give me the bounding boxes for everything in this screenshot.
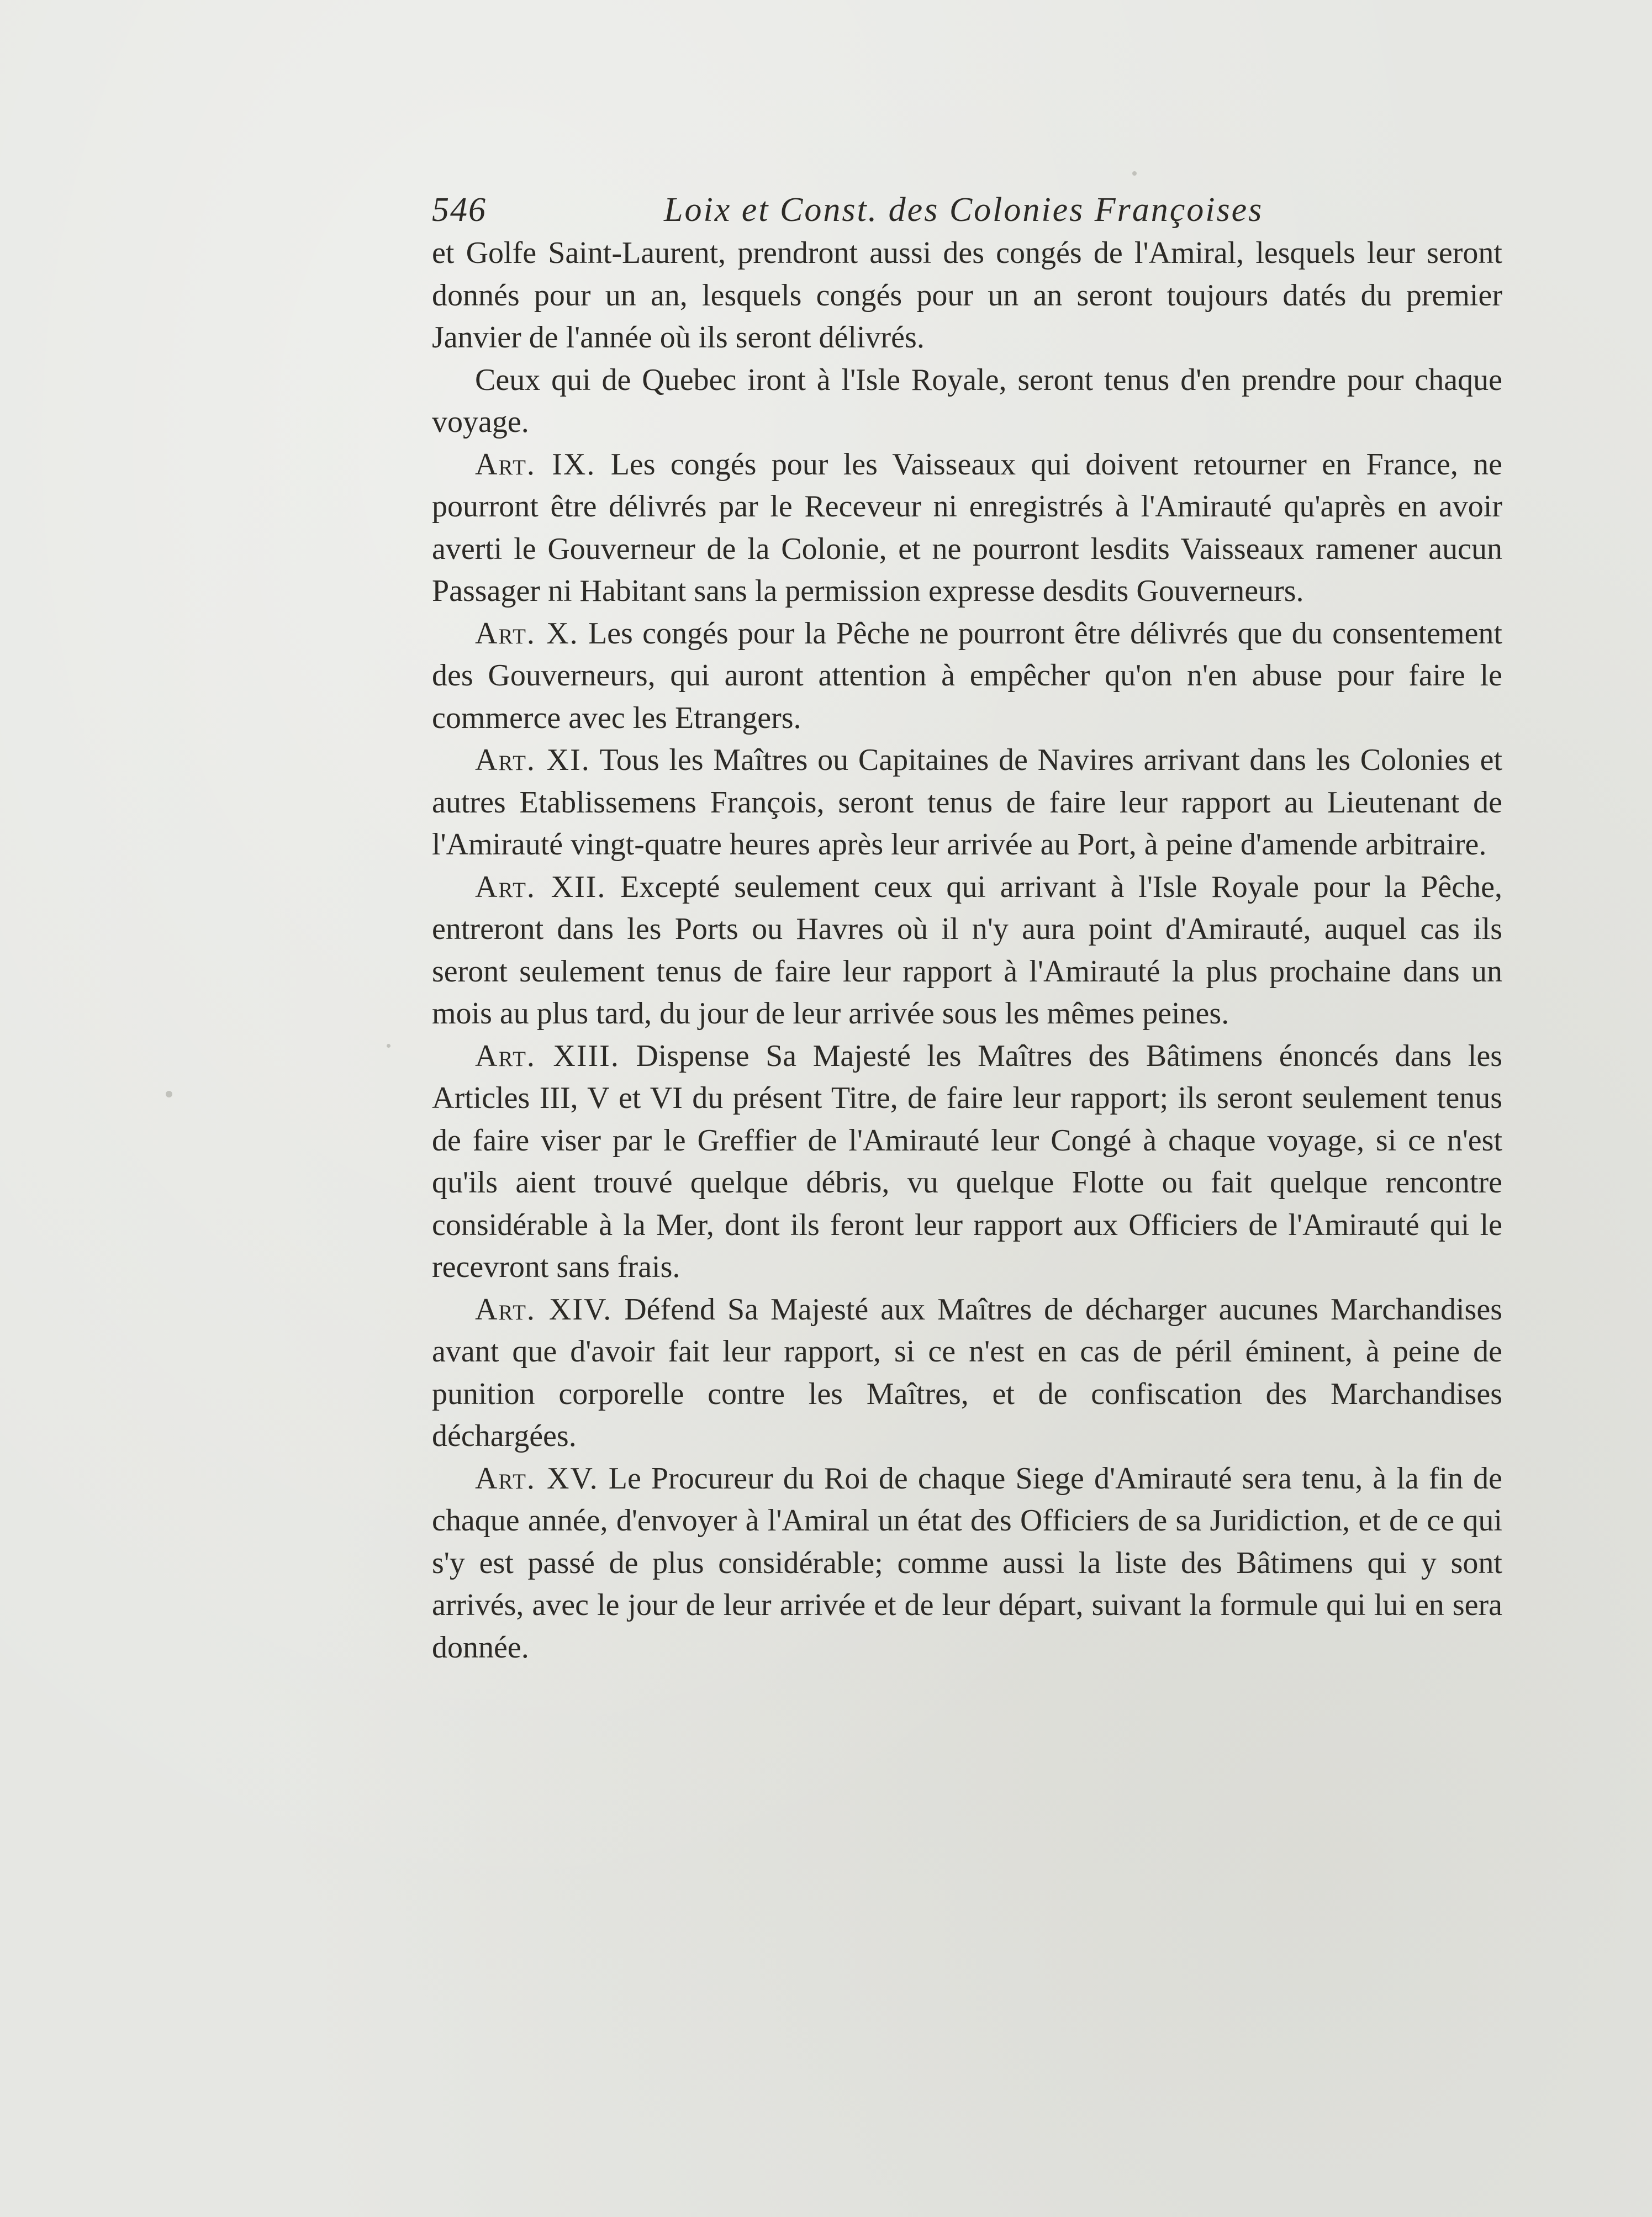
paragraph-text: Excepté seulement ceux qui arrivant à l'Isle Royale pour la Pêche, entreront dans les Ports ou Havres où il n'y aura point d'Amirauté, auquel cas ils seront seulement tenus de faire leur rapport à l'Amirauté la plus prochaine dans un mois au plus tard, du jour de leur arrivée sous les mêmes peines. bbox=[432, 869, 1502, 1031]
article-xii bbox=[432, 866, 1502, 1035]
paper-speck bbox=[1132, 171, 1137, 176]
article-xi bbox=[432, 739, 1502, 866]
article-label: Art. XV. bbox=[475, 1461, 599, 1496]
article-label: Art. X. bbox=[475, 616, 579, 651]
paper-speck bbox=[166, 1091, 172, 1097]
article-x bbox=[432, 613, 1502, 740]
paragraph-text: Les congés pour les Vaisseaux qui doivent retourner en France, ne pourront être délivrés par le Receveur ni enregistrés à l'Amirauté qu'après en avoir averti le Gouverneur de la Colonie, et ne pourront lesdits Vaisseaux ramener aucun Passager ni Habitant sans la permission expresse desdits Gouverneurs. bbox=[432, 447, 1503, 608]
paragraph-quebec bbox=[432, 359, 1502, 444]
article-xiii bbox=[432, 1035, 1502, 1289]
paragraph-continuation bbox=[432, 232, 1502, 359]
paragraph-text: Dispense Sa Majesté les Maîtres des Bâtimens énoncés dans les Articles III, V et VI du présent Titre, de faire leur rapport; ils seront seulement tenus de faire viser par le Greffier de l'Amirauté leur Congé à chaque voyage, si ce n'est qu'ils aient trouvé quelque débris, vu quelque Flotte ou fait quelque rencontre considérable à la Mer, dont ils feront leur rapport aux Officiers de l'Amirauté qui le recevront sans frais. bbox=[432, 1038, 1503, 1284]
paragraph-text: Les congés pour la Pêche ne pourront être délivrés que du consentement des Gouverneurs, qui auront attention à empêcher qu'on n'en abuse pour faire le commerce avec les Etrangers. bbox=[432, 616, 1502, 735]
paragraph-text: Ceux qui de Quebec iront à l'Isle Royale, seront tenus d'en prendre pour chaque voyage. bbox=[432, 362, 1502, 439]
page-header bbox=[432, 182, 1502, 237]
body-text bbox=[432, 232, 1502, 1669]
article-label: Art. XI. bbox=[475, 743, 590, 777]
paragraph-text: Tous les Maîtres ou Capitaines de Navires arrivant dans les Colonies et autres Etablissemens François, seront tenus de faire leur rapport au Lieutenant de l'Amirauté vingt-quatre heures après leur arrivée au Port, à peine d'amende arbitraire. bbox=[432, 743, 1503, 862]
page-number: 546 bbox=[432, 191, 487, 229]
article-label: Art. XIV. bbox=[475, 1292, 613, 1327]
paragraph-text: Le Procureur du Roi de chaque Siege d'Amirauté sera tenu, à la fin de chaque année, d'envoyer à l'Amiral un état des Officiers de sa Juridiction, et de ce qui s'y est passé de plus considérable; comme aussi la liste des Bâtimens qui y sont arrivés, avec le jour de leur arrivée et de leur départ, suivant la formule qui lui en sera donnée. bbox=[432, 1461, 1502, 1665]
article-xiv bbox=[432, 1289, 1502, 1458]
article-ix bbox=[432, 444, 1502, 613]
paragraph-text: Défend Sa Majesté aux Maîtres de décharger aucunes Marchandises avant que d'avoir fait leur rapport, si ce n'est en cas de péril éminent, à peine de punition corporelle contre les Maîtres, et de confiscation des Marchandises déchargées. bbox=[432, 1292, 1502, 1453]
article-label: Art. IX. bbox=[475, 447, 596, 482]
running-title: Loix et Const. des Colonies Françoises bbox=[664, 191, 1264, 229]
paper-speck bbox=[387, 1044, 390, 1048]
paragraph-text: et Golfe Saint-Laurent, prendront aussi des congés de l'Amiral, lesquels leur seront donnés pour un an, lesquels congés pour un an seront toujours datés du premier Janvier de l'année où ils seront délivrés. bbox=[432, 236, 1502, 355]
article-label: Art. XIII. bbox=[475, 1038, 620, 1073]
article-label: Art. XII. bbox=[475, 869, 606, 904]
article-xv bbox=[432, 1458, 1502, 1669]
